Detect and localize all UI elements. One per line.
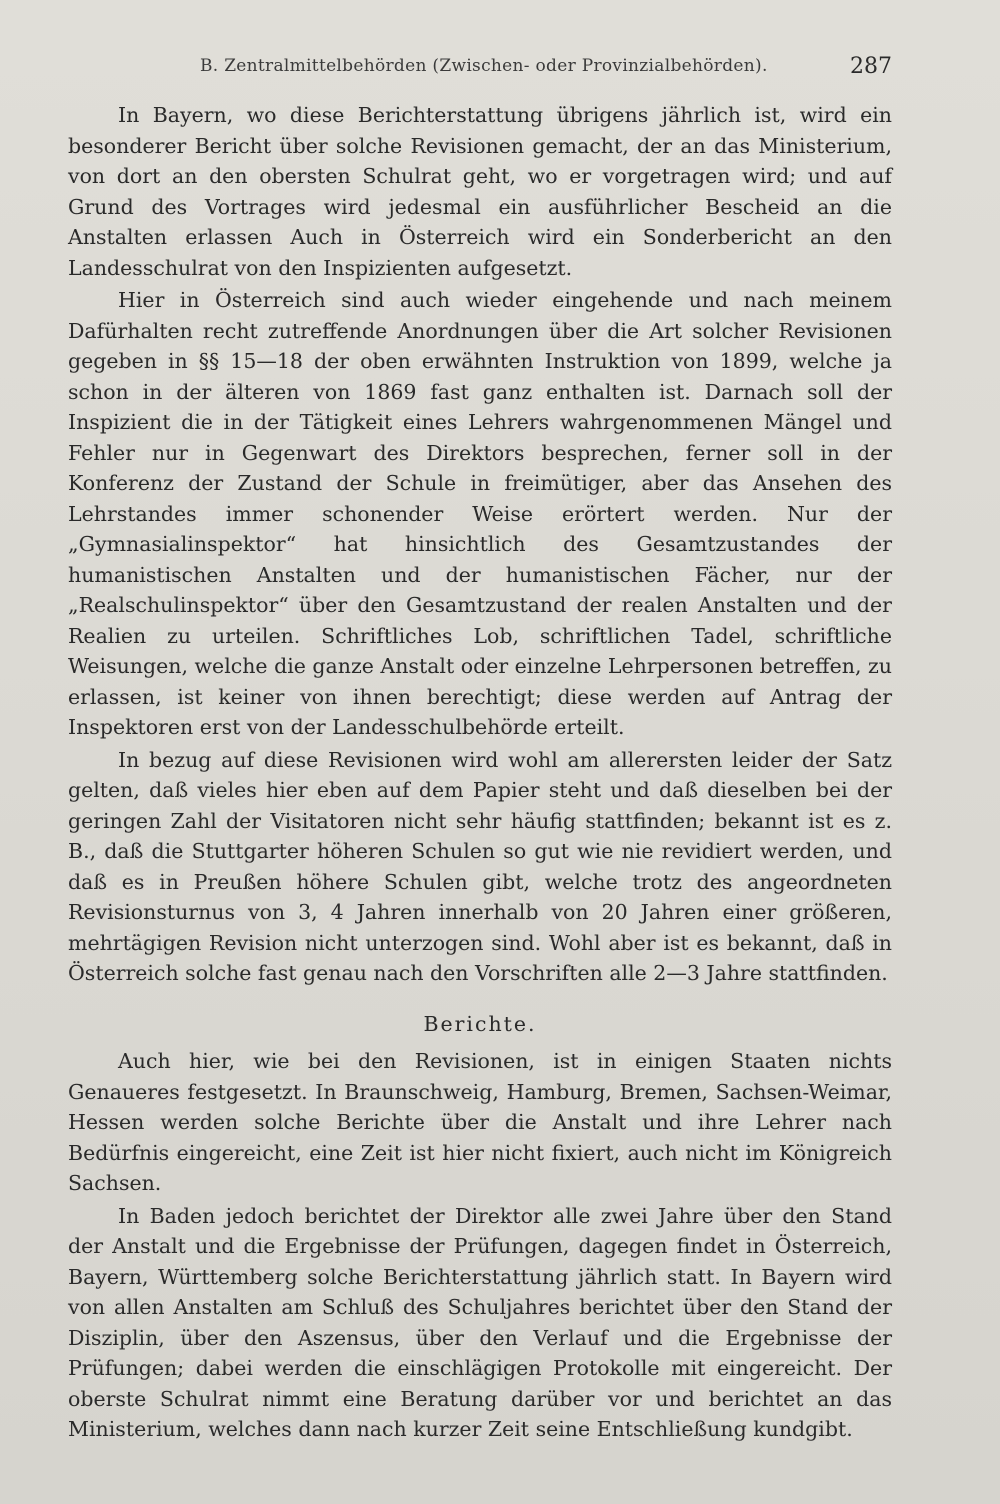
- section-heading: Berichte.: [423, 1012, 537, 1036]
- paragraph: Auch hier, wie bei den Revisionen, ist in einigen Staaten nichts Genaueres festgesetzt. In Braunschweig, Hamburg, Bremen, Sachsen-Weimar, Hessen werden solche Berichte über die Anstalt und ihre Lehrer nach Bedürfnis eingereicht, eine Zeit ist hier nicht fixiert, auch nicht im Königreich Sachsen.: [68, 1049, 892, 1195]
- paragraph: Hier in Österreich sind auch wieder eingehende und nach meinem Dafürhalten recht zutreffende Anordnungen über die Art solcher Revisionen gegeben in §§ 15—18 der oben erwähnten Instruktion von 1899, welche ja schon in der älteren von 1869 fast ganz enthalten ist. Darnach soll der Inspizient die in der Tätigkeit eines Lehrers wahrgenommenen Mängel und Fehler nur in Gegenwart des Direktors besprechen, ferner soll in der Konferenz der Zustand der Schule in freimütiger, aber das Ansehen des Lehrstandes immer schonender Weise erörtert werden. Nur der „Gymnasialinspektor“ hat hinsichtlich des Gesamtzustandes der humanistischen Anstalten und der humanistischen Fächer, nur der „Realschulinspektor“ über den Gesamtzustand der realen Anstalten und der Realien zu urteilen. Schriftliches Lob, schriftlichen Tadel, schriftliche Weisungen, welche die ganze Anstalt oder einzelne Lehrpersonen betreffen, zu erlassen, ist keiner von ihnen berechtigt; diese werden auf Antrag der Inspektoren erst von der Landesschulbehörde erteilt.: [68, 288, 892, 739]
- paragraph: In Baden jedoch berichtet der Direktor alle zwei Jahre über den Stand der Anstalt und die Ergebnisse der Prüfungen, dagegen findet in Österreich, Bayern, Württemberg solche Berichterstattung jährlich statt. In Bayern wird von allen Anstalten am Schluß des Schuljahres berichtet über den Stand der Disziplin, über den Aszensus, über den Verlauf und die Ergebnisse der Prüfungen; dabei werden die einschlägigen Protokolle mit eingereicht. Der oberste Schulrat nimmt eine Beratung darüber vor und berichtet an das Ministerium, welches dann nach kurzer Zeit seine Entschließung kundgibt.: [68, 1203, 892, 1441]
- paragraph: In Bayern, wo diese Berichterstattung übrigens jährlich ist, wird ein besonderer Bericht über solche Revisionen gemacht, der an das Ministerium, von dort an den obersten Schulrat geht, wo er vorgetragen wird; und auf Grund des Vortrages wird jedesmal ein ausführlicher Bescheid an die Anstalten erlassen Auch in Österreich wird ein Sonderbericht an den Landesschulrat von den Inspizienten aufgesetzt.: [68, 103, 892, 280]
- main-text: [68, 100, 892, 991]
- page-number: 287: [850, 54, 892, 79]
- paragraph: In bezug auf diese Revisionen wird wohl am allerersten leider der Satz gelten, daß vieles hier eben auf dem Papier steht und daß dieselben bei der geringen Zahl der Visitatoren nicht sehr häufig stattfinden; bekannt ist es z. B., daß die Stuttgarter höheren Schulen so gut wie nie revidiert werden, und daß es in Preußen höhere Schulen gibt, welche trotz des angeordneten Revisionsturnus von 3, 4 Jahren innerhalb von 20 Jahren einer größeren, mehrtägigen Revision nicht unterzogen sind. Wohl aber ist es bekannt, daß in Österreich solche fast genau nach den Vorschriften alle 2—3 Jahre stattfinden.: [68, 747, 892, 985]
- running-head: B. Zentralmittelbehörden (Zwischen- oder Provinzialbehörden).: [200, 56, 768, 76]
- section-text: [68, 1046, 892, 1447]
